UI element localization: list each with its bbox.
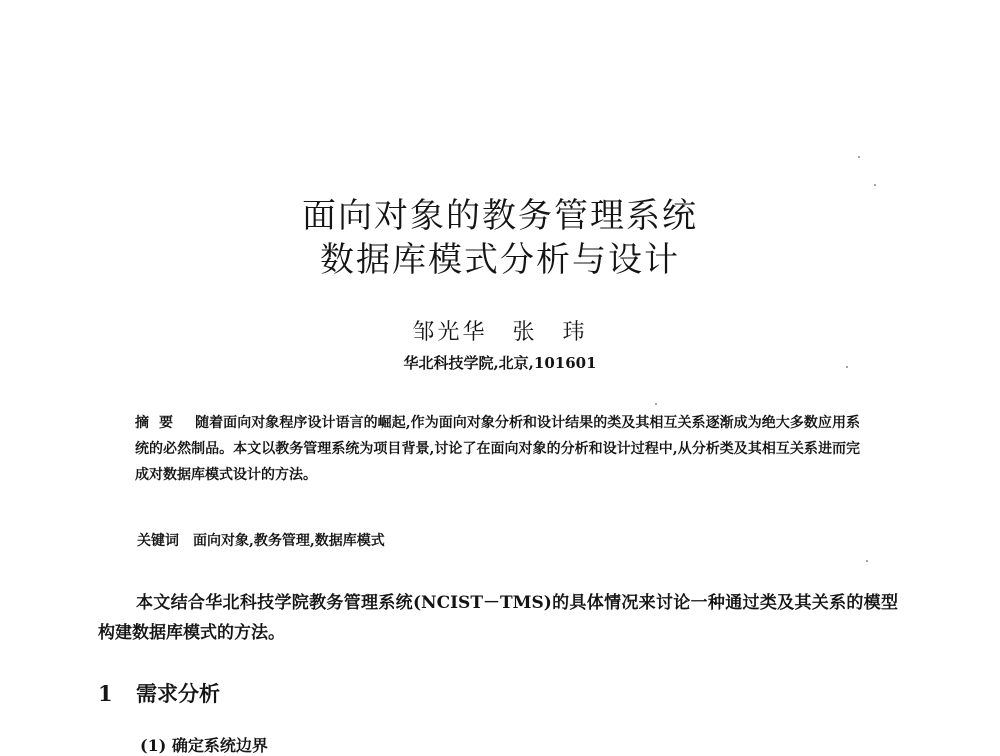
keywords-text: 面向对象,教务管理,数据库模式: [193, 533, 385, 549]
keywords-label: 关键词: [137, 533, 179, 549]
keywords: [137, 530, 385, 550]
scan-speck: [858, 156, 860, 158]
title-line-2: 数据库模式分析与设计: [320, 240, 680, 280]
intro-paragraph: 本文结合华北科技学院教务管理系统(NCIST－TMS)的具体情况来讨论一种通过类及其关系的模型构建数据库模式的方法。: [98, 593, 898, 643]
authors: 邹光华 张 玮: [412, 320, 588, 345]
section-heading: [98, 678, 220, 708]
scan-speck: [874, 184, 876, 186]
scan-speck: [655, 403, 657, 405]
scan-speck: [866, 560, 868, 562]
section-number: 1: [98, 681, 113, 706]
abstract-label: 摘要: [135, 415, 184, 431]
scan-speck: [846, 366, 848, 368]
section-title: 需求分析: [136, 682, 220, 706]
abstract-text: 随着面向对象程序设计语言的崛起,作为面向对象分析和设计结果的类及其相互关系逐渐成为绝大多数应用系统的必然制品。本文以教务管理系统为项目背景,讨论了在面向对象的分析和设计过程中,从分析类及其相互关系进而完成对数据库模式设计的方法。: [135, 415, 861, 483]
title-line-1: 面向对象的教务管理系统: [302, 196, 698, 236]
abstract: [135, 410, 860, 488]
affiliation: 华北科技学院,北京,101601: [403, 354, 597, 372]
subsection-heading: (1) 确定系统边界: [140, 736, 268, 755]
